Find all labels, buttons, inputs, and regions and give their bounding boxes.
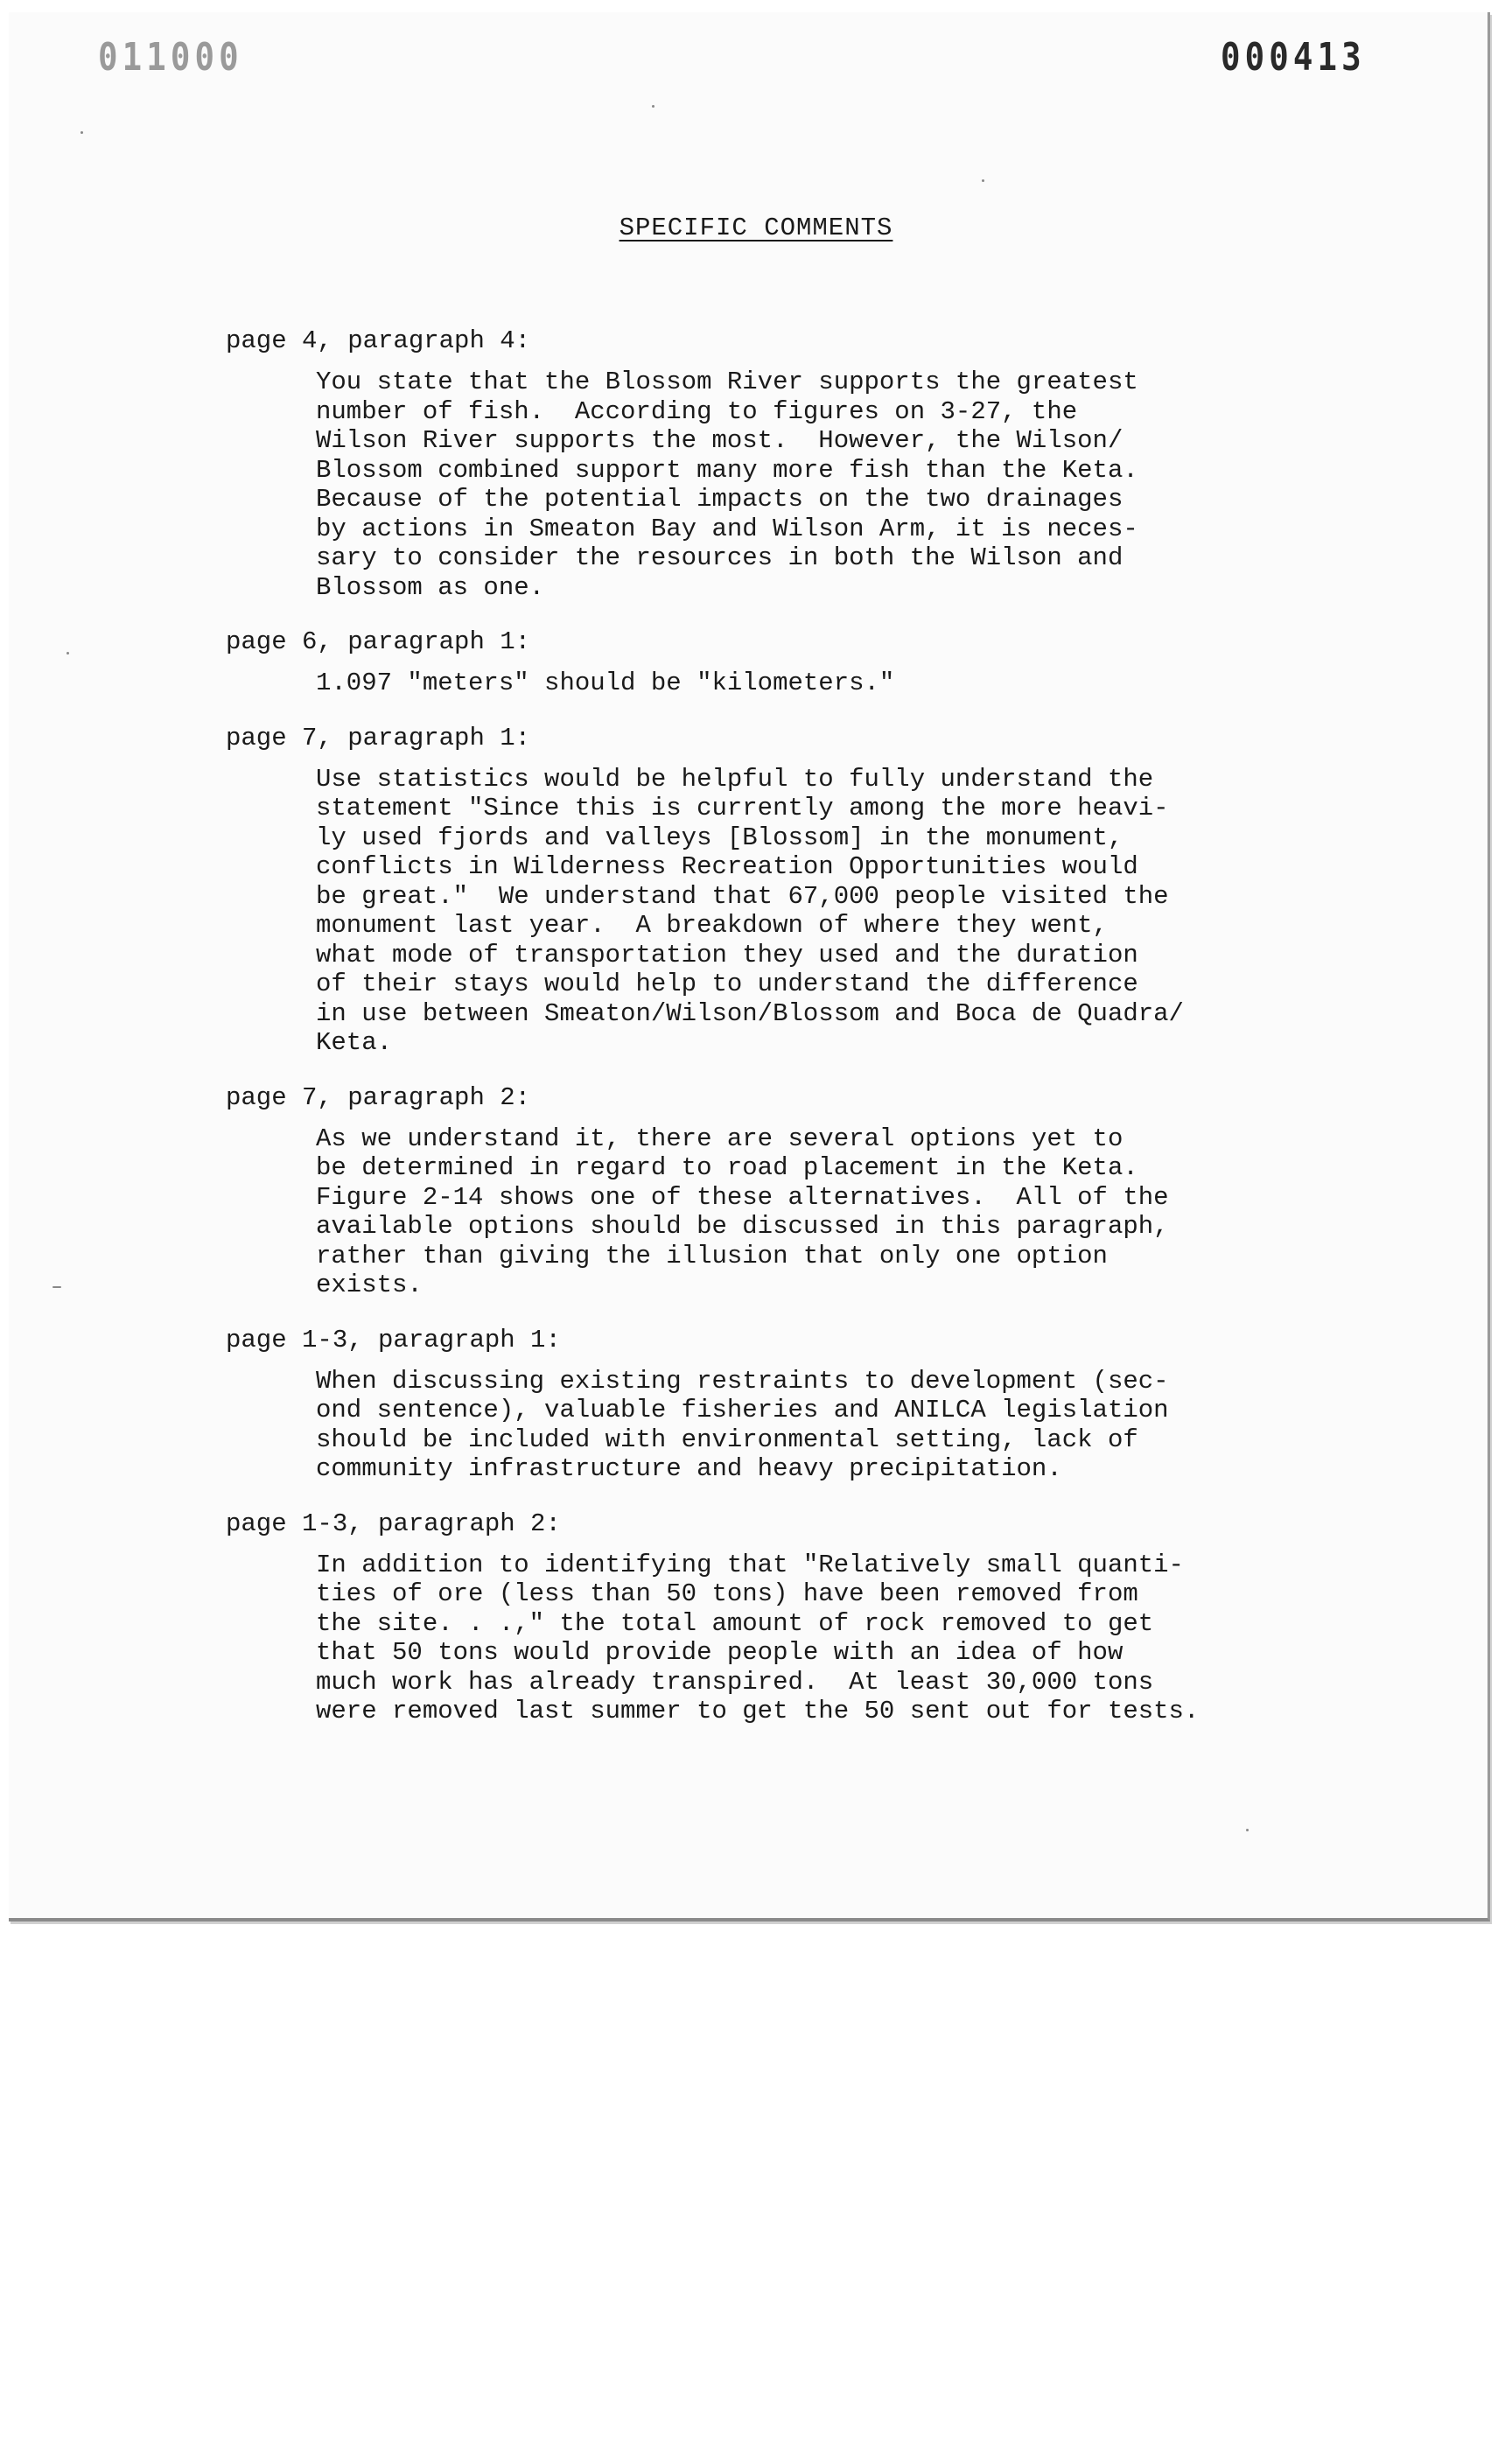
comment-line: of their stays would help to understand the difference (316, 970, 1138, 998)
comment-block (226, 723, 1363, 1058)
comment-line: by actions in Smeaton Bay and Wilson Arm, it is neces- (316, 514, 1138, 543)
comment-line: that 50 tons would provide people with an idea of how (316, 1638, 1124, 1667)
comments-list (226, 326, 1363, 1751)
comment-block (226, 1082, 1363, 1300)
comment-line: community infrastructure and heavy precipitation. (316, 1454, 1062, 1483)
comment-line: sary to consider the resources in both the Wilson and (316, 543, 1124, 572)
comment-reference: page 1-3, paragraph 1: (226, 1325, 561, 1354)
comment-line: rather than giving the illusion that only one option (316, 1241, 1108, 1270)
comment-line: Keta. (316, 1028, 393, 1057)
comment-line: much work has already transpired. At least 30,000 tons (316, 1667, 1154, 1697)
comment-block (226, 326, 1363, 602)
comment-line: When discussing existing restraints to development (sec- (316, 1366, 1169, 1396)
comment-line: Because of the potential impacts on the two drainages (316, 485, 1124, 514)
comment-line: ties of ore (less than 50 tons) have been removed from (316, 1579, 1138, 1608)
page-stamp-left: 011000 (98, 35, 243, 80)
scan-speck (66, 652, 69, 654)
scan-speck (982, 179, 984, 182)
comment-block (226, 1325, 1363, 1484)
scan-speck (80, 131, 83, 134)
comment-body (316, 668, 1363, 698)
comment-reference: page 7, paragraph 2: (226, 1082, 531, 1112)
comment-block (226, 1508, 1363, 1726)
comment-line: In addition to identifying that "Relatively small quanti- (316, 1550, 1184, 1579)
comment-line: ond sentence), valuable fisheries and ANILCA legislation (316, 1396, 1169, 1424)
comment-reference: page 7, paragraph 1: (226, 723, 531, 752)
scan-speck (652, 105, 654, 108)
page-stamp-number: 000413 (1221, 35, 1366, 80)
comment-line: Blossom combined support many more fish than the Keta. (316, 455, 1138, 485)
comment-line: Use statistics would be helpful to fully understand the (316, 764, 1154, 794)
comment-block (226, 626, 1363, 698)
comment-line: You state that the Blossom River supports the greatest (316, 368, 1138, 396)
comment-line: number of fish. According to figures on 3-27, the (316, 396, 1078, 426)
comment-body (316, 368, 1363, 602)
comment-reference: page 4, paragraph 4: (226, 326, 531, 355)
comment-reference: page 6, paragraph 1: (226, 627, 531, 656)
comment-body (316, 765, 1363, 1058)
heading-text: SPECIFIC COMMENTS (619, 214, 893, 242)
comment-line: the site. . .," the total amount of rock removed to get (316, 1608, 1154, 1638)
comment-reference: page 1-3, paragraph 2: (226, 1508, 561, 1538)
comment-body (316, 1550, 1363, 1726)
comment-line: As we understand it, there are several options yet to (316, 1124, 1124, 1153)
comment-line: were removed last summer to get the 50 sent out for tests. (316, 1697, 1200, 1726)
comment-line: exists. (316, 1270, 423, 1299)
document-heading (0, 214, 1512, 242)
comment-line: be great." We understand that 67,000 people visited the (316, 881, 1169, 911)
comment-body (316, 1124, 1363, 1300)
scan-speck (52, 1286, 61, 1288)
scan-speck (1246, 1829, 1249, 1831)
comment-line: 1.097 "meters" should be "kilometers." (316, 668, 895, 697)
comment-line: be determined in regard to road placement in the Keta. (316, 1153, 1138, 1182)
comment-line: in use between Smeaton/Wilson/Blossom and Boca de Quadra/ (316, 998, 1184, 1028)
comment-line: conflicts in Wilderness Recreation Opportunities would (316, 852, 1138, 881)
comment-line: statement "Since this is currently among the more heavi- (316, 794, 1169, 822)
comment-line: Wilson River supports the most. However, the Wilson/ (316, 426, 1124, 455)
comment-line: available options should be discussed in this paragraph, (316, 1212, 1169, 1241)
comment-body (316, 1367, 1363, 1484)
comment-line: Figure 2-14 shows one of these alternatives. All of the (316, 1182, 1169, 1212)
comment-line: ly used fjords and valleys [Blossom] in the monument, (316, 822, 1124, 852)
comment-line: should be included with environmental setting, lack of (316, 1424, 1138, 1454)
comment-line: monument last year. A breakdown of where they went, (316, 911, 1108, 940)
comment-line: what mode of transportation they used and the duration (316, 940, 1138, 970)
comment-line: Blossom as one. (316, 572, 545, 602)
